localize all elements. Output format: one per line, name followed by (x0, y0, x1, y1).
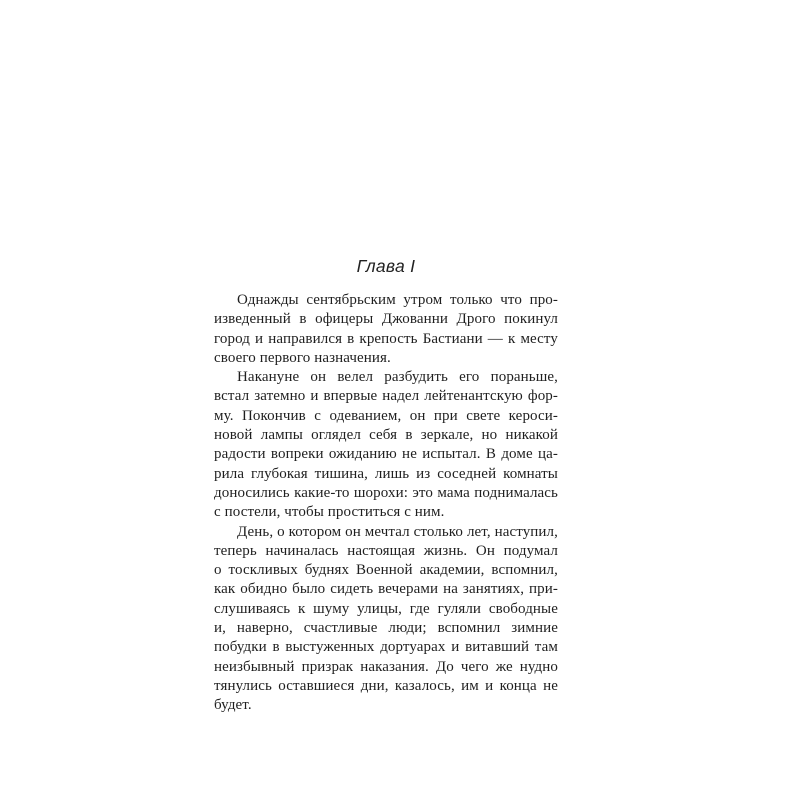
text-line: радости вопреки ожиданию не испытал. В доме ца- (214, 446, 558, 463)
text-line: о тоскливых буднях Военной академии, вспомнил, (214, 562, 558, 579)
paragraph-2 (214, 368, 558, 522)
page-text-block (214, 254, 558, 716)
text-line: тянулись оставшиеся дни, казалось, им и конца не (214, 677, 558, 694)
text-line: неизбывный призрак наказания. До чего же нудно (214, 658, 558, 675)
text-line: Однажды сентябрьским утром только что про- (237, 292, 558, 308)
text-line: город и направился в крепость Бастиани — к месту (214, 330, 558, 347)
paragraph-3 (214, 523, 558, 716)
text-line: изведенный в офицеры Джованни Дрого покинул (214, 311, 558, 328)
text-line: встал затемно и впервые надел лейтенантскую фор- (214, 388, 558, 405)
text-line: своего первого назначения. (214, 349, 391, 366)
text-line: и, наверно, счастливые люди; вспомнил зимние (214, 620, 558, 637)
text-line: слушиваясь к шуму улицы, где гуляли свободные (214, 600, 558, 617)
text-line: доносились какие-то шорохи: это мама поднималась (214, 484, 558, 501)
text-line: как обидно было сидеть вечерами на занятиях, при- (214, 581, 558, 598)
paragraph-1 (214, 291, 558, 368)
text-line: рила глубокая тишина, лишь из соседней комнаты (214, 465, 558, 482)
text-line: побудки в выстуженных дортуарах и витавший там (214, 639, 558, 656)
text-line: с постели, чтобы проститься с ним. (214, 504, 445, 521)
chapter-title: Глава I (356, 256, 416, 276)
text-line: Накануне он велел разбудить его пораньше, (237, 369, 558, 386)
text-line: будет. (214, 697, 252, 714)
text-line: День, о котором он мечтал столько лет, наступил, (237, 523, 558, 540)
text-line: теперь начиналась настоящая жизнь. Он подумал (214, 542, 558, 559)
text-line: му. Покончив с одеванием, он при свете кероси- (214, 407, 558, 424)
text-line: новой лампы оглядел себя в зеркале, но никакой (214, 427, 558, 444)
